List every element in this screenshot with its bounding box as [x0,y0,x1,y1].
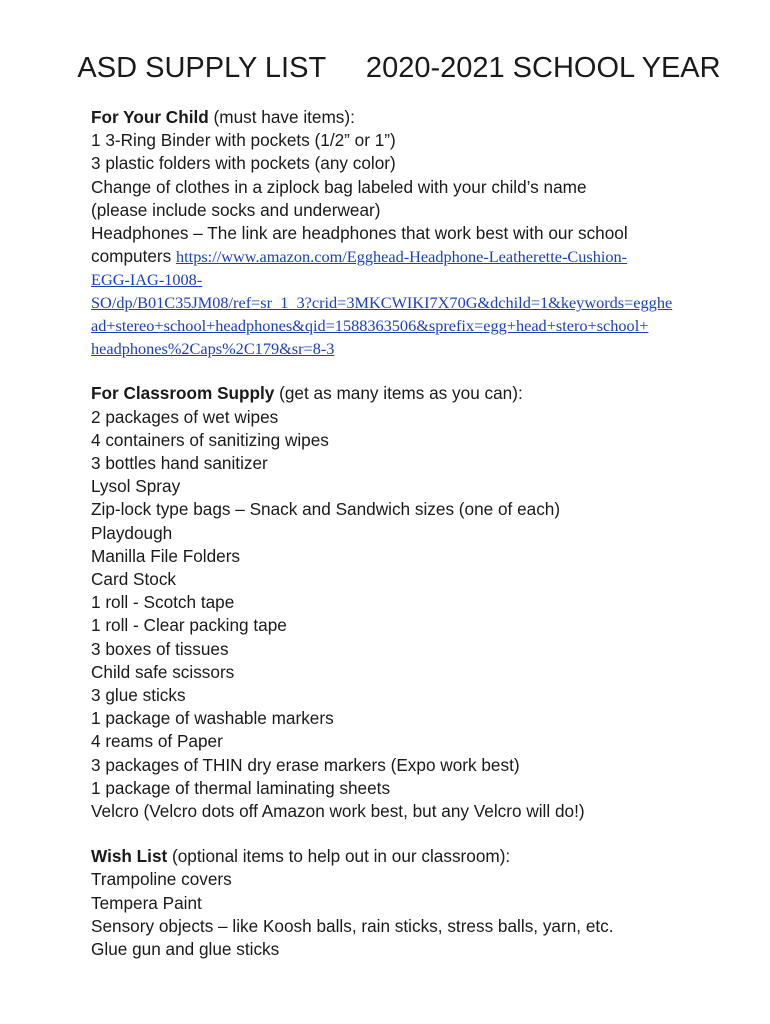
classroom-section-note: (get as many items as you can): [274,383,523,404]
list-item: Lysol Spray [91,476,181,497]
list-item: 3 bottles hand sanitizer [91,453,268,474]
list-item: Manilla File Folders [91,545,241,566]
list-item: Zip-lock type bags – Snack and Sandwich sizes (one of each) [91,499,561,520]
classroom-section [91,382,751,823]
child-section-heading-line [91,106,751,129]
headphones-link-continued[interactable]: EGG-IAG-1008- [91,270,203,290]
list-item: Child safe scissors [91,661,235,682]
computers-label: computers [91,246,177,267]
child-section-note: (must have items): [208,107,355,127]
list-item: 2 packages of wet wipes [91,406,279,427]
child-section-heading: For Your Child [91,107,209,127]
list-item: Headphones – The link are headphones that work best with our school [91,223,628,244]
headphones-link-continued[interactable]: SO/dp/B01C35JM08/ref=sr_1_3?crid=3MKCWIKI7X70G&dchild=1&keywords=egghe [91,293,673,313]
list-item: Tempera Paint [91,892,202,913]
list-item: Sensory objects – like Koosh balls, rain sticks, stress balls, yarn, etc. [91,915,614,936]
list-item: 1 package of thermal laminating sheets [91,777,391,798]
classroom-section-heading-line [91,382,751,405]
list-item: Glue gun and glue sticks [91,939,280,960]
list-item: Change of clothes in a ziplock bag labeled with your child’s name [91,176,587,197]
headphones-link-continued[interactable]: headphones%2Caps%2C179&sr=8-3 [91,339,335,359]
wishlist-section-heading: Wish List [91,846,168,867]
list-item: 1 roll - Clear packing tape [91,615,287,636]
list-item: Trampoline covers [91,869,232,890]
list-item: 3 plastic folders with pockets (any color) [91,153,396,174]
list-item: Velcro (Velcro dots off Amazon work best, but any Velcro will do!) [91,801,585,822]
list-item: 1 roll - Scotch tape [91,592,235,613]
list-item: 4 reams of Paper [91,731,223,752]
headphones-link-continued[interactable]: ad+stereo+school+headphones&qid=1588363506&sprefix=egg+head+stero+school+ [91,316,649,336]
list-item: 4 containers of sanitizing wipes [91,429,329,450]
child-section [91,106,751,360]
list-item: 3 packages of THIN dry erase markers (Expo work best) [91,754,520,775]
list-item: 1 3-Ring Binder with pockets (1/2” or 1”) [91,130,396,151]
list-item: Card Stock [91,569,177,590]
wishlist-section-note: (optional items to help out in our classroom): [167,846,511,867]
headphones-link-line [91,245,751,268]
headphones-link[interactable]: https://www.amazon.com/Egghead-Headphone-Leatherette-Cushion- [176,247,628,267]
list-item: 3 boxes of tissues [91,638,229,659]
list-item: Playdough [91,522,173,543]
wishlist-section [91,845,751,961]
list-item: 1 package of washable markers [91,708,334,729]
list-item: (please include socks and underwear) [91,199,381,220]
classroom-section-heading: For Classroom Supply [91,383,275,404]
document-body [91,106,751,961]
list-item: 3 glue sticks [91,685,186,706]
wishlist-section-heading-line [91,845,751,868]
page-title: ASD SUPPLY LIST 2020-2021 SCHOOL YEAR [77,52,721,84]
